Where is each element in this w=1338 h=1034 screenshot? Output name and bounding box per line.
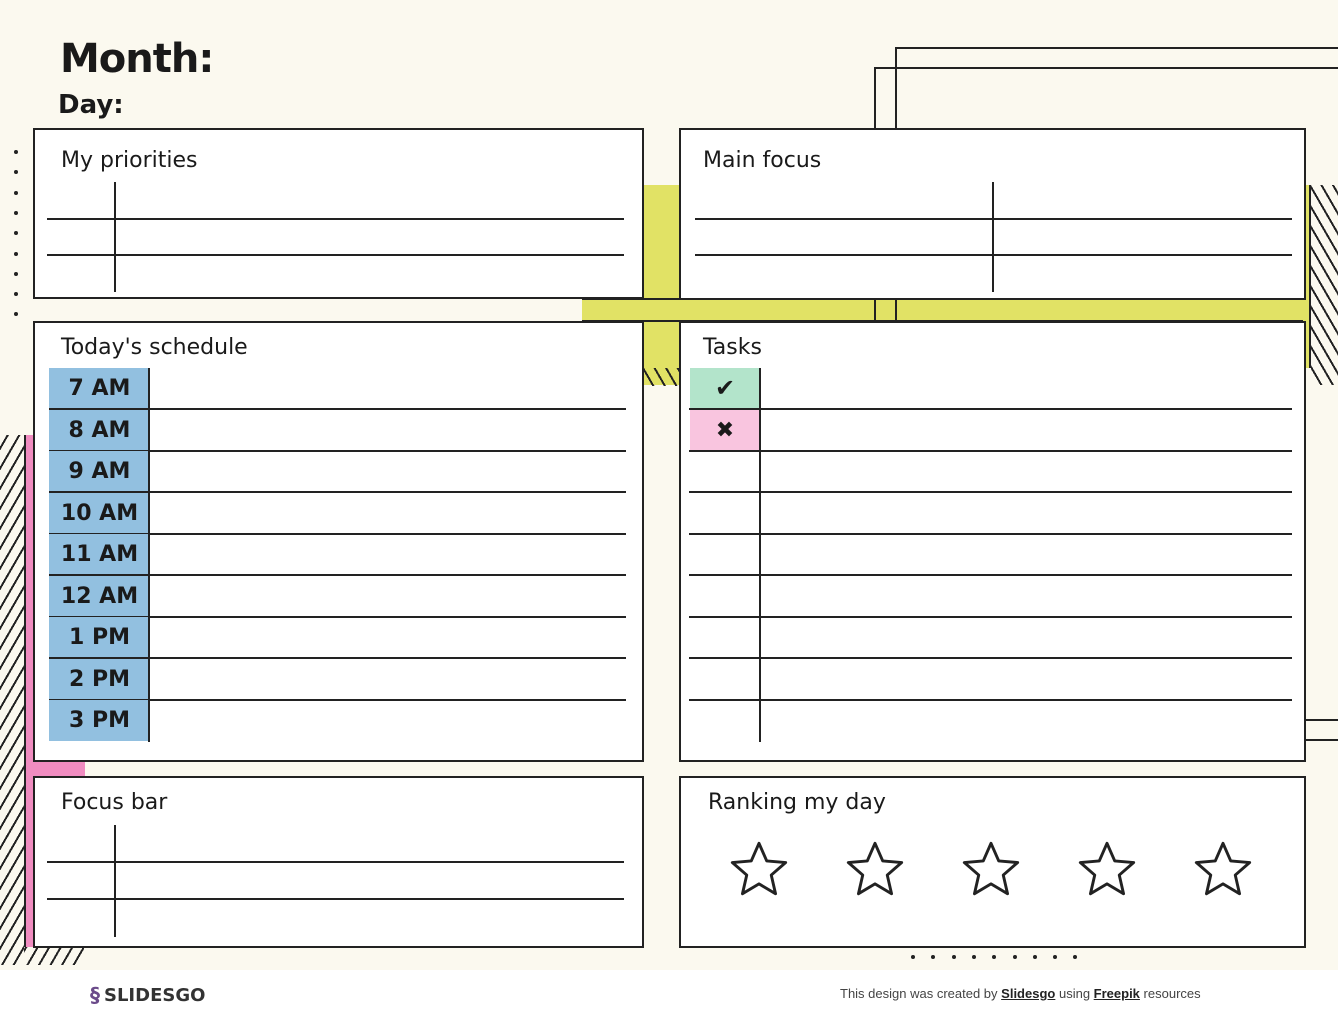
priorities-title: My priorities [61,148,198,173]
hatch-middle [643,368,680,386]
writing-line[interactable] [47,254,624,256]
divider-line [992,182,994,292]
time-slot-label: 2 PM [49,659,150,700]
schedule-box [33,321,644,762]
check-icon: ✔ [690,368,760,409]
credit-text: using [1058,986,1091,1001]
month-label: Month: [60,36,214,82]
main-focus-box [679,128,1306,300]
deco-line [874,67,876,128]
main-focus-title: Main focus [703,148,822,173]
time-slot-label: 12 AM [49,576,150,617]
hatch-right [1311,185,1338,385]
credit-text: This design was created by [840,986,998,1001]
ranking-title: Ranking my day [708,790,886,815]
pink-bar-corner [33,760,85,777]
time-slot-label: 7 AM [49,368,150,409]
cross-icon: ✖ [690,410,760,451]
deco-line [874,67,1338,69]
task-line[interactable] [689,616,1292,618]
deco-line [1305,739,1338,741]
dot [1013,955,1017,959]
brand-name: SLIDESGO [104,984,206,1006]
time-slot-label: 9 AM [49,451,150,492]
divider-line [114,182,116,292]
tasks-title: Tasks [703,335,762,360]
star-rating-icon[interactable] [727,838,791,902]
dot [972,955,976,959]
slidesgo-link[interactable]: Slidesgo [1001,986,1056,1001]
deco-line [895,298,897,322]
dot [14,211,18,215]
writing-line[interactable] [47,218,624,220]
star-rating-icon[interactable] [843,838,907,902]
star-rating-icon[interactable] [1075,838,1139,902]
task-line[interactable] [689,450,1292,452]
dot [14,272,18,276]
dot [14,252,18,256]
priorities-box [33,128,644,299]
focus-bar-box [33,776,644,948]
divider-line [114,825,116,937]
dot [1033,955,1037,959]
footer-credit [840,986,1201,1001]
yellow-cross-vertical [643,185,680,385]
task-line[interactable] [689,657,1292,659]
time-slot-label: 10 AM [49,493,150,534]
schedule-title: Today's schedule [61,335,248,360]
schedule-divider [148,368,150,742]
hatch-left [0,435,24,965]
tasks-box [679,321,1306,762]
time-slot-label: 1 PM [49,617,150,658]
time-slot-label: 3 PM [49,700,150,741]
deco-line [1305,719,1338,721]
task-line[interactable] [689,408,1292,410]
task-line[interactable] [689,491,1292,493]
deco-line [895,47,897,128]
hatch-bottom [24,947,84,965]
focus-bar-title: Focus bar [61,790,168,815]
tasks-divider [759,368,761,742]
star-rating-icon[interactable] [1191,838,1255,902]
slidesgo-logo [90,983,205,1007]
freepik-link[interactable]: Freepik [1093,986,1140,1001]
credit-text: resources [1143,986,1201,1001]
time-slot-label: 11 AM [49,534,150,575]
dot [14,191,18,195]
dot [911,955,915,959]
task-line[interactable] [689,574,1292,576]
deco-line [895,47,1338,49]
yellow-cross-horizontal [582,298,1310,322]
slidesgo-logo-icon: § [90,983,100,1007]
task-line[interactable] [689,533,1292,535]
time-slot-label: 8 AM [49,410,150,451]
dot [952,955,956,959]
dot [14,150,18,154]
writing-line[interactable] [47,861,624,863]
deco-line [874,298,876,322]
writing-line[interactable] [47,898,624,900]
star-rating-icon[interactable] [959,838,1023,902]
task-line[interactable] [689,699,1292,701]
day-label: Day: [58,90,124,120]
